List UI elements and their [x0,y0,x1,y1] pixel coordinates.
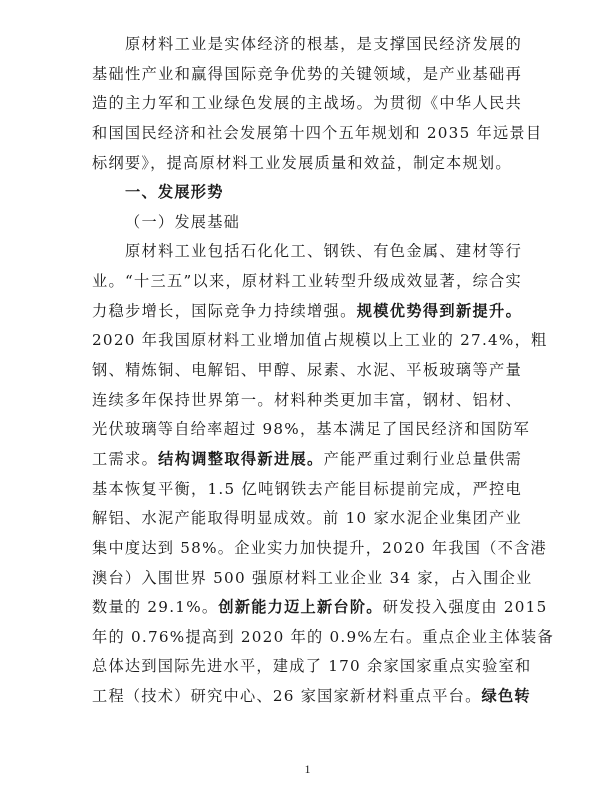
body-line-5 [92,356,522,386]
document-page [92,30,554,712]
text-segment: 力稳步增长，国际竞争力持续增强。 [92,301,357,320]
text-segment: 产能严重过剩行业总量供需 [323,449,523,468]
text-segment: 集中度达到 58%。企业实力加快提升，2020 年我国（不含港 [92,538,547,557]
body-line-3 [92,297,522,327]
body-line-1 [92,237,522,267]
text-segment: 工需求。 [92,449,159,468]
text-segment: 基本恢复平衡，1.5 亿吨钢铁去产能目标提前完成，严控电 [92,479,522,498]
text-segment: 2020 年我国原材料工业增加值占规模以上工业的 27.4%，粗 [92,331,548,350]
text-segment: 研发投入强度由 2015 [382,598,548,617]
body-line-11 [92,534,547,564]
body-line-7 [92,415,531,445]
bold-phrase: 绿色转 [481,687,531,706]
body-line-16 [92,682,531,712]
body-line-8 [92,445,522,475]
body-paragraph [92,237,554,711]
text-segment: 澳台）入围世界 500 强原材料工业企业 34 家，占入围企业 [92,568,533,587]
text-segment: 业。“十三五”以来，原材料工业转型升级成效显著，综合实 [92,272,522,291]
body-line-4 [92,326,548,356]
body-line-12 [92,564,533,594]
text-segment: 总体达到国际先进水平，建成了 170 余家国家重点实验室和 [92,657,532,676]
text-segment: 解铝、水泥产能取得明显成效。前 10 家水泥企业集团产业 [92,509,522,528]
page-number: 1 [304,762,311,776]
body-line-14 [92,623,554,653]
text-segment: 连续多年保持世界第一。材料种类更加丰富，钢材、铝材、 [92,390,522,409]
text-segment: 数量的 29.1%。 [92,598,219,617]
text-segment: 光伏玻璃等自给率超过 98%，基本满足了国民经济和国防军 [92,420,531,439]
intro-line-4: 和国国民经济和社会发展第十四个五年规划和 2035 年远景目 [92,123,543,142]
body-line-15 [92,652,532,682]
bold-phrase: 结构调整取得新进展。 [158,449,324,468]
intro-line-5: 标纲要》，提高原材料工业发展质量和效益，制定本规划。 [92,153,512,172]
text-segment: 年的 0.76%提高到 2020 年的 0.9%左右。重点企业主体装备 [92,627,554,646]
body-line-10 [92,504,522,534]
body-line-13 [92,593,548,623]
bold-phrase: 规模优势得到新提升。 [356,301,523,320]
body-line-2 [92,267,522,297]
text-segment: 工程（技术）研究中心、26 家国家新材料重点平台。 [92,687,482,706]
text-segment: 钢、精炼铜、电解铝、甲醇、尿素、水泥、平板玻璃等产量 [92,361,522,380]
text-segment: 原材料工业包括石化化工、钢铁、有色金属、建材等行 [125,242,522,261]
bold-phrase: 创新能力迈上新台阶。 [218,598,383,617]
body-line-6 [92,386,522,416]
intro-line-3: 造的主力军和工业绿色发展的主战场。为贯彻《中华人民共 [92,94,522,113]
intro-line-2: 基础性产业和赢得国际竞争优势的关键领域，是产业基础再 [92,64,522,83]
subsection-heading: （一）发展基础 [125,212,241,231]
body-line-9 [92,475,522,505]
section-heading: 一、发展形势 [125,183,224,202]
intro-line-1: 原材料工业是实体经济的根基，是支撑国民经济发展的 [125,35,522,53]
